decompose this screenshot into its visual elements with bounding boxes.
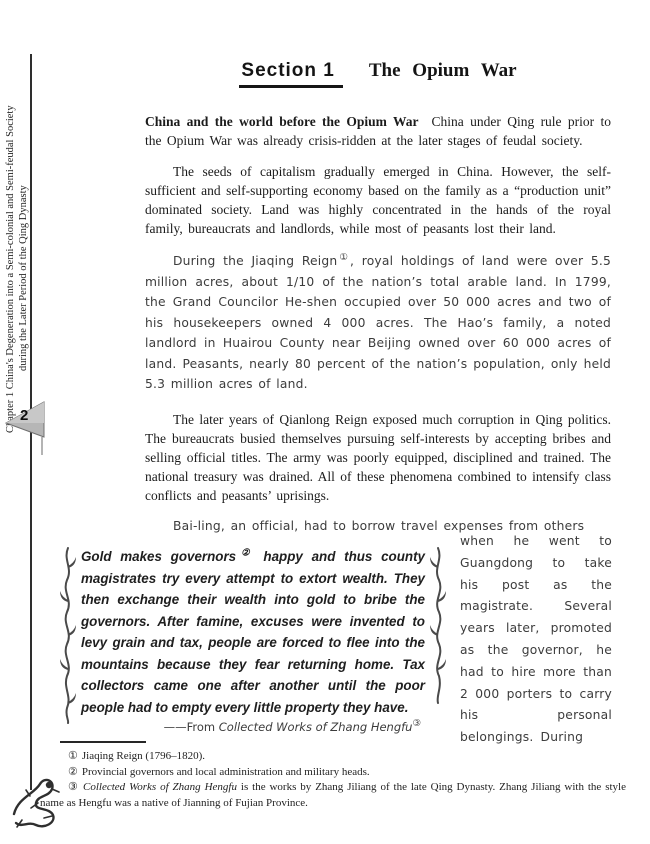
footnote-1-text: Jiaqing Reign (1796–1820). — [81, 750, 206, 762]
para-intro-heading: China and the world before the Opium War — [145, 114, 419, 129]
page-number-flag — [2, 398, 48, 456]
section-name: The Opium War — [368, 60, 517, 81]
footnotes — [40, 749, 626, 811]
quote-inner — [76, 546, 430, 749]
vine-ornament-left-icon — [60, 546, 76, 724]
quote-attribution — [81, 720, 421, 734]
quote-section — [60, 531, 612, 749]
chapter-sidebar-line2: during the Later Period of the Qing Dynasty — [18, 185, 29, 371]
footnote-2-marker: ② — [68, 765, 78, 778]
quote-lead: Gold makes governors — [81, 549, 237, 564]
footnote-ref-3: ③ — [412, 718, 421, 730]
footnote-2-text: Provincial governors and local administration and military heads. — [81, 765, 370, 778]
section-title — [145, 60, 611, 88]
footnote-3-marker: ③ — [68, 781, 80, 793]
para-capitalism: The seeds of capitalism gradually emerged in China. However, the self-sufficient and self-supporting economy based on the family as a “production unit” dominated society. Land was highly concentrated in the hands of the royal family, bureaucrats and landlords, while most of peasants lost their land. — [145, 164, 611, 236]
para-intro — [145, 112, 611, 150]
para-intro-text: China under Qing rule prior to the Opium War was already crisis-ridden at the later stages of feudal society. — [145, 114, 612, 148]
vine-ornament-right-icon — [430, 546, 446, 704]
side-column-text: when he went to Guangdong to take his post as the magistrate. Several years later, promoted as the governor, he had to hire more than 2 000 porters to carry his personal belongings. During — [460, 534, 612, 745]
quote-source-title: Collected Works of Zhang Hengfu — [218, 720, 413, 734]
footnote-1-marker: ① — [68, 750, 78, 762]
footnote-divider — [60, 741, 146, 743]
para-jiaqing — [145, 251, 611, 395]
footnote-3 — [40, 780, 626, 811]
para-jiaqing-rest: , royal holdings of land were over 5.5 million acres, about 1/10 of the nation’s total arable land. In 1799, the Grand Councilor He-shen occupied over 50 000 acres and two of his housekeepers owned 4 000 acres. The Hao’s family, a noted landlord in Huairou County near Beijing owned over 60 000 acres of land. Peasants, nearly 80 percent of the nation’s population, only held 5.3 million acres of land. — [145, 254, 611, 391]
footnote-ref-2: ② — [236, 547, 255, 559]
footnote-2 — [40, 765, 626, 781]
para-bailing: Bai-ling, an official, had to borrow travel expenses from others — [173, 518, 585, 533]
quote-box — [60, 546, 446, 749]
footnote-3-text: is the works by Zhang Jiliang of the late Qing Dynasty. Zhang Jiliang with the style name as Hengfu was a native of Jianning of Fujian Province. — [40, 781, 626, 809]
quote-rest: happy and thus county magistrates try every attempt to extort wealth. They then exchange their wealth into gold to bribe the governors. After famine, excuses were invented to levy grain and tax, people are forced to flee into the mountains because they fear returning home. Tax collectors came one after another until the poor people had to empty every little property they have. — [81, 549, 425, 715]
section-label: Section 1 — [239, 60, 342, 88]
footnote-ref-1: ① — [337, 251, 351, 263]
para-qianlong: The later years of Qianlong Reign exposed much corruption in Qing politics. The bureaucrats busied themselves pursuing self-interests by accepting bribes and selling official titles. The army was poorly equipped, disciplined and trained. The national treasury was drained. All of these phenomena combined to intensify class conflicts and peasants’ uprisings. — [145, 411, 611, 503]
page-number: 2 — [20, 407, 29, 424]
footnote-3-title: Collected Works of Zhang Hengfu — [83, 781, 237, 793]
main-content — [145, 112, 611, 536]
footnote-1 — [40, 749, 626, 765]
chapter-sidebar-line1: Chapter 1 China's Degeneration into a Semi-colonial and Semi-feudal Society — [5, 105, 16, 433]
chapter-sidebar — [4, 51, 30, 433]
quote-text — [81, 546, 425, 718]
para-jiaqing-lead: During the Jiaqing Reign — [173, 254, 338, 268]
quote-attr-lead: ——From — [163, 720, 219, 734]
dragon-ornament-icon — [8, 772, 62, 834]
